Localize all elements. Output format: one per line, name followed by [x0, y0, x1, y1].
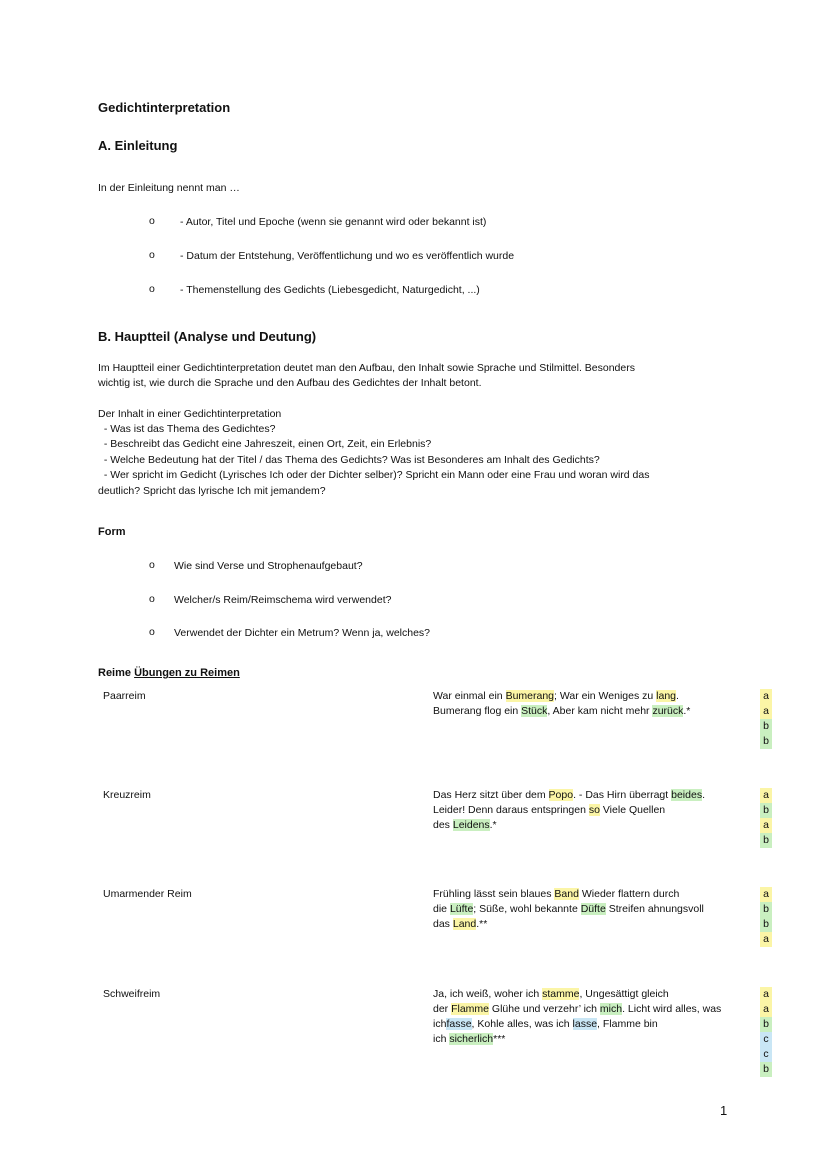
rhyme-type-label: Kreuzreim — [103, 789, 151, 801]
rhyme-example — [433, 689, 690, 719]
poem-line: Bumerang flog ein Stück, Aber kam nicht mehr zurück.* — [433, 705, 691, 717]
poem-line: die Lüfte; Süße, wohl bekannte Düfte Streifen ahnungsvoll — [433, 903, 704, 915]
inhalt-line: deutlich? Spricht das lyrische Ich mit jemandem? — [98, 485, 326, 497]
bullet-icon: o — [149, 215, 155, 227]
section-b-para-line: Im Hauptteil einer Gedichtinterpretation deutet man den Aufbau, den Inhalt sowie Sprache und Stilmittel. Besonders — [98, 362, 635, 374]
rhyme-example — [433, 887, 704, 932]
rhyme-scheme: a b b a — [760, 887, 772, 947]
poem-line: Ja, ich weiß, woher ich stamme, Ungesättigt gleich — [433, 988, 669, 1000]
reime-heading — [98, 667, 240, 679]
rhyme-type-label: Umarmender Reim — [103, 888, 192, 900]
form-heading: Form — [98, 526, 126, 538]
reime-title: Reime — [98, 667, 132, 679]
bullet-icon: o — [149, 626, 155, 638]
poem-line: War einmal ein Bumerang; War ein Weniges zu lang. — [433, 690, 679, 702]
rhyme-type-label: Schweifreim — [103, 988, 161, 1000]
section-a-item: - Themenstellung des Gedichts (Liebesgedicht, Naturgedicht, ...) — [180, 284, 480, 296]
section-b-heading: B. Hauptteil (Analyse und Deutung) — [98, 329, 317, 344]
poem-line: ichfasse, Kohle alles, was ich lasse, Flamme bin — [433, 1018, 658, 1030]
bullet-icon: o — [149, 559, 155, 571]
form-item: Welcher/s Reim/Reimschema wird verwendet? — [174, 594, 392, 606]
section-a-heading: A. Einleitung — [98, 138, 178, 153]
rhyme-example — [433, 788, 705, 833]
inhalt-line: - Beschreibt das Gedicht eine Jahreszeit, einen Ort, Zeit, ein Erlebnis? — [98, 438, 432, 450]
rhyme-scheme: a b a b — [760, 788, 772, 848]
form-item: Verwendet der Dichter ein Metrum? Wenn ja, welches? — [174, 627, 431, 639]
bullet-icon: o — [149, 593, 155, 605]
form-item: Wie sind Verse und Strophenaufgebaut? — [174, 560, 363, 572]
poem-line: Frühling lässt sein blaues Band Wieder flattern durch — [433, 888, 680, 900]
rhyme-type-label: Paarreim — [103, 690, 146, 702]
section-a-intro: In der Einleitung nennt man … — [98, 182, 240, 194]
rhyme-scheme: a a b b — [760, 689, 772, 749]
bullet-icon: o — [149, 283, 155, 295]
section-a-item: - Autor, Titel und Epoche (wenn sie genannt wird oder bekannt ist) — [180, 216, 487, 228]
poem-line: das Land.** — [433, 918, 488, 930]
rhyme-scheme: a a b c c b — [760, 987, 772, 1077]
inhalt-line: - Was ist das Thema des Gedichtes? — [98, 423, 276, 435]
inhalt-line: Der Inhalt in einer Gedichtinterpretation — [98, 408, 282, 420]
poem-line: des Leidens.* — [433, 819, 497, 831]
reime-exercises-link[interactable]: Übungen zu Reimen — [134, 667, 240, 679]
poem-line: der Flamme Glühe und verzehr’ ich mich. Licht wird alles, was — [433, 1003, 722, 1015]
section-a-item: - Datum der Entstehung, Veröffentlichung und wo es veröffentlich wurde — [180, 250, 515, 262]
poem-line: ich sicherlich*** — [433, 1033, 506, 1045]
inhalt-line: - Wer spricht im Gedicht (Lyrisches Ich oder der Dichter selber)? Spricht ein Mann oder eine Frau und woran wird das — [98, 469, 650, 481]
bullet-icon: o — [149, 249, 155, 261]
rhyme-example — [433, 987, 721, 1047]
page-number: 1 — [720, 1103, 728, 1118]
section-b-para-line: wichtig ist, wie durch die Sprache und den Aufbau des Gedichtes der Inhalt betont. — [98, 377, 482, 389]
poem-line: Das Herz sitzt über dem Popo. - Das Hirn überragt beides. — [433, 789, 705, 801]
inhalt-line: - Welche Bedeutung hat der Titel / das Thema des Gedichts? Was ist Besonderes am Inhalt des Gedichts? — [98, 454, 600, 466]
document-title: Gedichtinterpretation — [98, 100, 231, 115]
poem-line: Leider! Denn daraus entspringen so Viele Quellen — [433, 804, 666, 816]
